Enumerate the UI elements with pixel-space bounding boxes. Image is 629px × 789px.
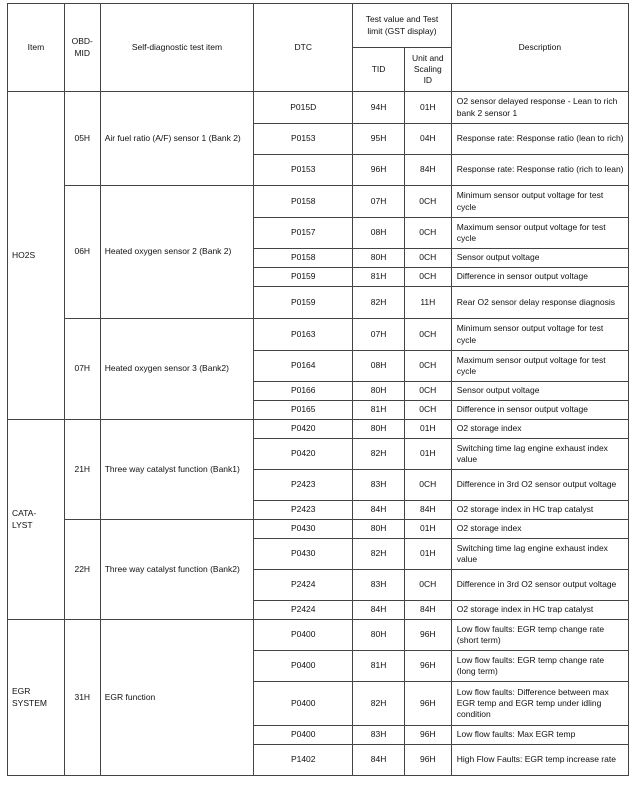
table-row [8, 620, 629, 651]
dtc-cell: P0400 [254, 651, 353, 682]
diagnostic-table [7, 3, 629, 776]
dtc-cell: P2423 [254, 501, 353, 520]
description-cell: Low flow faults: Max EGR temp [451, 726, 628, 745]
description-cell: Switching time lag engine exhaust index value [451, 539, 628, 570]
header-description: Description [451, 4, 628, 92]
tid-cell: 81H [353, 268, 405, 287]
dtc-cell: P0400 [254, 620, 353, 651]
unit-scaling-cell: 0CH [404, 218, 451, 249]
dtc-cell: P0158 [254, 186, 353, 218]
unit-scaling-cell: 0CH [404, 570, 451, 601]
description-cell: Maximum sensor output voltage for test cycle [451, 218, 628, 249]
description-cell: Difference in sensor output voltage [451, 268, 628, 287]
dtc-cell: P0430 [254, 539, 353, 570]
description-cell: Difference in 3rd O2 sensor output voltage [451, 470, 628, 501]
test-item-cell: Heated oxygen sensor 3 (Bank2) [100, 319, 253, 420]
obd-mid-cell: 22H [64, 520, 100, 620]
tid-cell: 84H [353, 745, 405, 776]
description-cell: High Flow Faults: EGR temp increase rate [451, 745, 628, 776]
tid-cell: 96H [353, 155, 405, 186]
unit-scaling-cell: 04H [404, 124, 451, 155]
test-item-cell: Air fuel ratio (A/F) sensor 1 (Bank 2) [100, 92, 253, 186]
tid-cell: 83H [353, 570, 405, 601]
description-cell: Maximum sensor output voltage for test cycle [451, 351, 628, 382]
description-cell: Difference in sensor output voltage [451, 401, 628, 420]
tid-cell: 82H [353, 439, 405, 470]
header-unit-and-scaling-id: Unit and Scaling ID [404, 48, 451, 92]
unit-scaling-cell: 01H [404, 420, 451, 439]
tid-cell: 07H [353, 186, 405, 218]
obd-mid-cell: 07H [64, 319, 100, 420]
item-cell: HO2S [8, 92, 65, 420]
header-obd-mid: OBD-MID [64, 4, 100, 92]
unit-scaling-cell: 96H [404, 620, 451, 651]
unit-scaling-cell: 84H [404, 155, 451, 186]
unit-scaling-cell: 0CH [404, 351, 451, 382]
tid-cell: 95H [353, 124, 405, 155]
description-cell: Sensor output voltage [451, 382, 628, 401]
description-cell: Minimum sensor output voltage for test cycle [451, 186, 628, 218]
description-cell: O2 sensor delayed response - Lean to rich bank 2 sensor 1 [451, 92, 628, 124]
unit-scaling-cell: 01H [404, 520, 451, 539]
tid-cell: 82H [353, 682, 405, 726]
dtc-cell: P0153 [254, 124, 353, 155]
dtc-cell: P0400 [254, 726, 353, 745]
tid-cell: 80H [353, 520, 405, 539]
description-cell: Rear O2 sensor delay response diagnosis [451, 287, 628, 319]
dtc-cell: P0157 [254, 218, 353, 249]
test-item-cell: Three way catalyst function (Bank1) [100, 420, 253, 520]
unit-scaling-cell: 96H [404, 745, 451, 776]
obd-mid-cell: 06H [64, 186, 100, 319]
header-test-value-and-limit: Test value and Test limit (GST display) [353, 4, 451, 48]
dtc-cell: P015D [254, 92, 353, 124]
unit-scaling-cell: 0CH [404, 319, 451, 351]
table-body [8, 92, 629, 776]
description-cell: Low flow faults: EGR temp change rate (long term) [451, 651, 628, 682]
dtc-cell: P0420 [254, 420, 353, 439]
tid-cell: 80H [353, 249, 405, 268]
unit-scaling-cell: 01H [404, 92, 451, 124]
table-row [8, 319, 629, 351]
dtc-cell: P0158 [254, 249, 353, 268]
table-row [8, 186, 629, 218]
unit-scaling-cell: 0CH [404, 249, 451, 268]
unit-scaling-cell: 96H [404, 726, 451, 745]
description-cell: O2 storage index in HC trap catalyst [451, 501, 628, 520]
header-dtc: DTC [254, 4, 353, 92]
unit-scaling-cell: 0CH [404, 401, 451, 420]
tid-cell: 81H [353, 651, 405, 682]
table-row [8, 420, 629, 439]
tid-cell: 08H [353, 218, 405, 249]
tid-cell: 83H [353, 726, 405, 745]
tid-cell: 80H [353, 620, 405, 651]
unit-scaling-cell: 84H [404, 501, 451, 520]
unit-scaling-cell: 01H [404, 539, 451, 570]
unit-scaling-cell: 0CH [404, 268, 451, 287]
description-cell: Minimum sensor output voltage for test cycle [451, 319, 628, 351]
obd-mid-cell: 31H [64, 620, 100, 776]
item-cell: EGR SYSTEM [8, 620, 65, 776]
unit-scaling-cell: 96H [404, 682, 451, 726]
dtc-cell: P1402 [254, 745, 353, 776]
tid-cell: 08H [353, 351, 405, 382]
header-tid: TID [353, 48, 405, 92]
obd-mid-cell: 21H [64, 420, 100, 520]
dtc-cell: P0159 [254, 287, 353, 319]
tid-cell: 83H [353, 470, 405, 501]
dtc-cell: P0400 [254, 682, 353, 726]
dtc-cell: P0153 [254, 155, 353, 186]
unit-scaling-cell: 0CH [404, 186, 451, 218]
test-item-cell: Three way catalyst function (Bank2) [100, 520, 253, 620]
description-cell: Response rate: Response ratio (rich to lean) [451, 155, 628, 186]
test-item-cell: EGR function [100, 620, 253, 776]
test-item-cell: Heated oxygen sensor 2 (Bank 2) [100, 186, 253, 319]
table-row [8, 520, 629, 539]
unit-scaling-cell: 84H [404, 601, 451, 620]
dtc-cell: P0166 [254, 382, 353, 401]
unit-scaling-cell: 11H [404, 287, 451, 319]
unit-scaling-cell: 0CH [404, 382, 451, 401]
description-cell: Sensor output voltage [451, 249, 628, 268]
tid-cell: 80H [353, 420, 405, 439]
description-cell: Low flow faults: Difference between max EGR temp and EGR temp under idling condition [451, 682, 628, 726]
description-cell: O2 storage index [451, 520, 628, 539]
description-cell: O2 storage index in HC trap catalyst [451, 601, 628, 620]
dtc-cell: P0165 [254, 401, 353, 420]
header-self-diagnostic-test-item: Self-diagnostic test item [100, 4, 253, 92]
dtc-cell: P2424 [254, 570, 353, 601]
unit-scaling-cell: 01H [404, 439, 451, 470]
table-row [8, 92, 629, 124]
dtc-cell: P0430 [254, 520, 353, 539]
description-cell: Difference in 3rd O2 sensor output voltage [451, 570, 628, 601]
unit-scaling-cell: 96H [404, 651, 451, 682]
dtc-cell: P0420 [254, 439, 353, 470]
dtc-cell: P2423 [254, 470, 353, 501]
header-item: Item [8, 4, 65, 92]
obd-mid-cell: 05H [64, 92, 100, 186]
tid-cell: 81H [353, 401, 405, 420]
unit-scaling-cell: 0CH [404, 470, 451, 501]
description-cell: Low flow faults: EGR temp change rate (short term) [451, 620, 628, 651]
tid-cell: 07H [353, 319, 405, 351]
dtc-cell: P0164 [254, 351, 353, 382]
tid-cell: 80H [353, 382, 405, 401]
tid-cell: 84H [353, 601, 405, 620]
tid-cell: 94H [353, 92, 405, 124]
dtc-cell: P0159 [254, 268, 353, 287]
dtc-cell: P0163 [254, 319, 353, 351]
description-cell: Switching time lag engine exhaust index value [451, 439, 628, 470]
description-cell: O2 storage index [451, 420, 628, 439]
tid-cell: 84H [353, 501, 405, 520]
dtc-cell: P2424 [254, 601, 353, 620]
item-cell: CATA- LYST [8, 420, 65, 620]
description-cell: Response rate: Response ratio (lean to rich) [451, 124, 628, 155]
tid-cell: 82H [353, 539, 405, 570]
tid-cell: 82H [353, 287, 405, 319]
